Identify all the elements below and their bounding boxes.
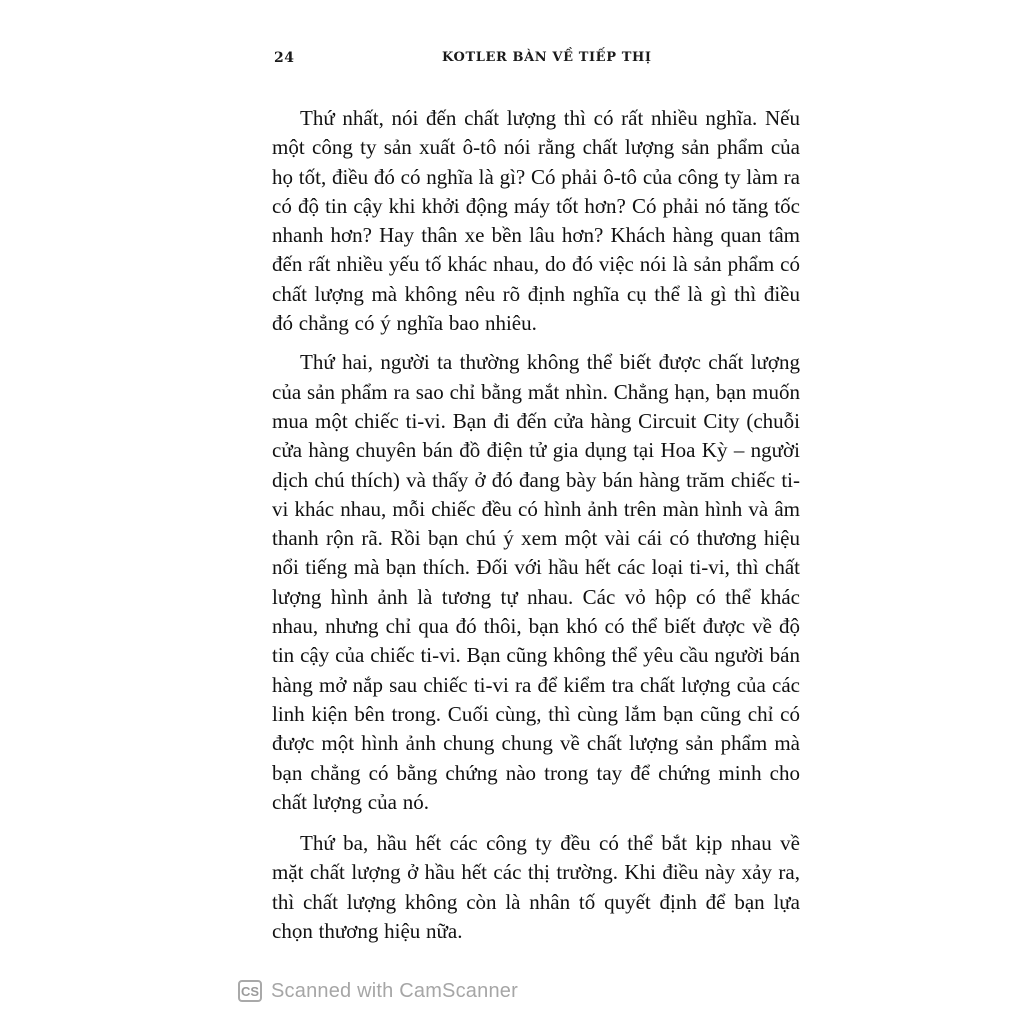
book-title: KOTLER BÀN VỀ TIẾP THỊ xyxy=(442,50,652,65)
camscanner-logo-icon: CS xyxy=(238,980,262,1002)
watermark-text: Scanned with CamScanner xyxy=(271,979,518,1002)
paragraph-1: Thứ nhất, nói đến chất lượng thì có rất nhiều nghĩa. Nếu một công ty sản xuất ô-tô nói rằng chất lượng sản phẩm của họ tốt, điều đó có nghĩa là gì? Có phải ô-tô của công ty làm ra có độ tin cậy khi khởi động máy tốt hơn? Có phải nó tăng tốc nhanh hơn? Hay thân xe bền lâu hơn? Khách hàng quan tâm đến rất nhiều yếu tố khác nhau, do đó việc nói là sản phẩm có chất lượng mà không nêu rõ định nghĩa cụ thể là gì thì điều đó chẳng có ý nghĩa bao nhiêu. xyxy=(272,106,800,336)
camscanner-watermark xyxy=(238,976,518,1006)
running-header xyxy=(270,46,790,68)
paragraph-3: Thứ ba, hầu hết các công ty đều có thể bắt kịp nhau về mặt chất lượng ở hầu hết các thị trường. Khi điều này xảy ra, thì chất lượng không còn là nhân tố quyết định để bạn lựa chọn thương hiệu nữa. xyxy=(272,831,800,944)
page-number: 24 xyxy=(274,50,295,66)
paragraph-2: Thứ hai, người ta thường không thể biết được chất lượng của sản phẩm ra sao chỉ bằng mắt nhìn. Chẳng hạn, bạn muốn mua một chiếc ti-vi. Bạn đi đến cửa hàng Circuit City (chuỗi cửa hàng chuyên bán đồ điện tử gia dụng tại Hoa Kỳ – người dịch chú thích) và thấy ở đó đang bày bán hàng trăm chiếc ti-vi khác nhau, mỗi chiếc đều có hình ảnh trên màn hình và âm thanh rộn rã. Rồi bạn chú ý xem một vài cái có thương hiệu nổi tiếng mà bạn thích. Đối với hầu hết các loại ti-vi, thì chất lượng hình ảnh là tương tự nhau. Các vỏ hộp có thể khác nhau, nhưng chỉ qua đó thôi, bạn khó có thể biết được về độ tin cậy của chiếc ti-vi. Bạn cũng không thể yêu cầu người bán hàng mở nắp sau chiếc ti-vi ra để kiểm tra chất lượng của các linh kiện bên trong. Cuối cùng, thì cùng lắm bạn cũng chỉ có được một hình ảnh chung chung về chất lượng sản phẩm mà bạn chẳng có bằng chứng nào trong tay để chứng minh cho chất lượng của nó. xyxy=(272,350,800,814)
text-body xyxy=(272,104,800,956)
